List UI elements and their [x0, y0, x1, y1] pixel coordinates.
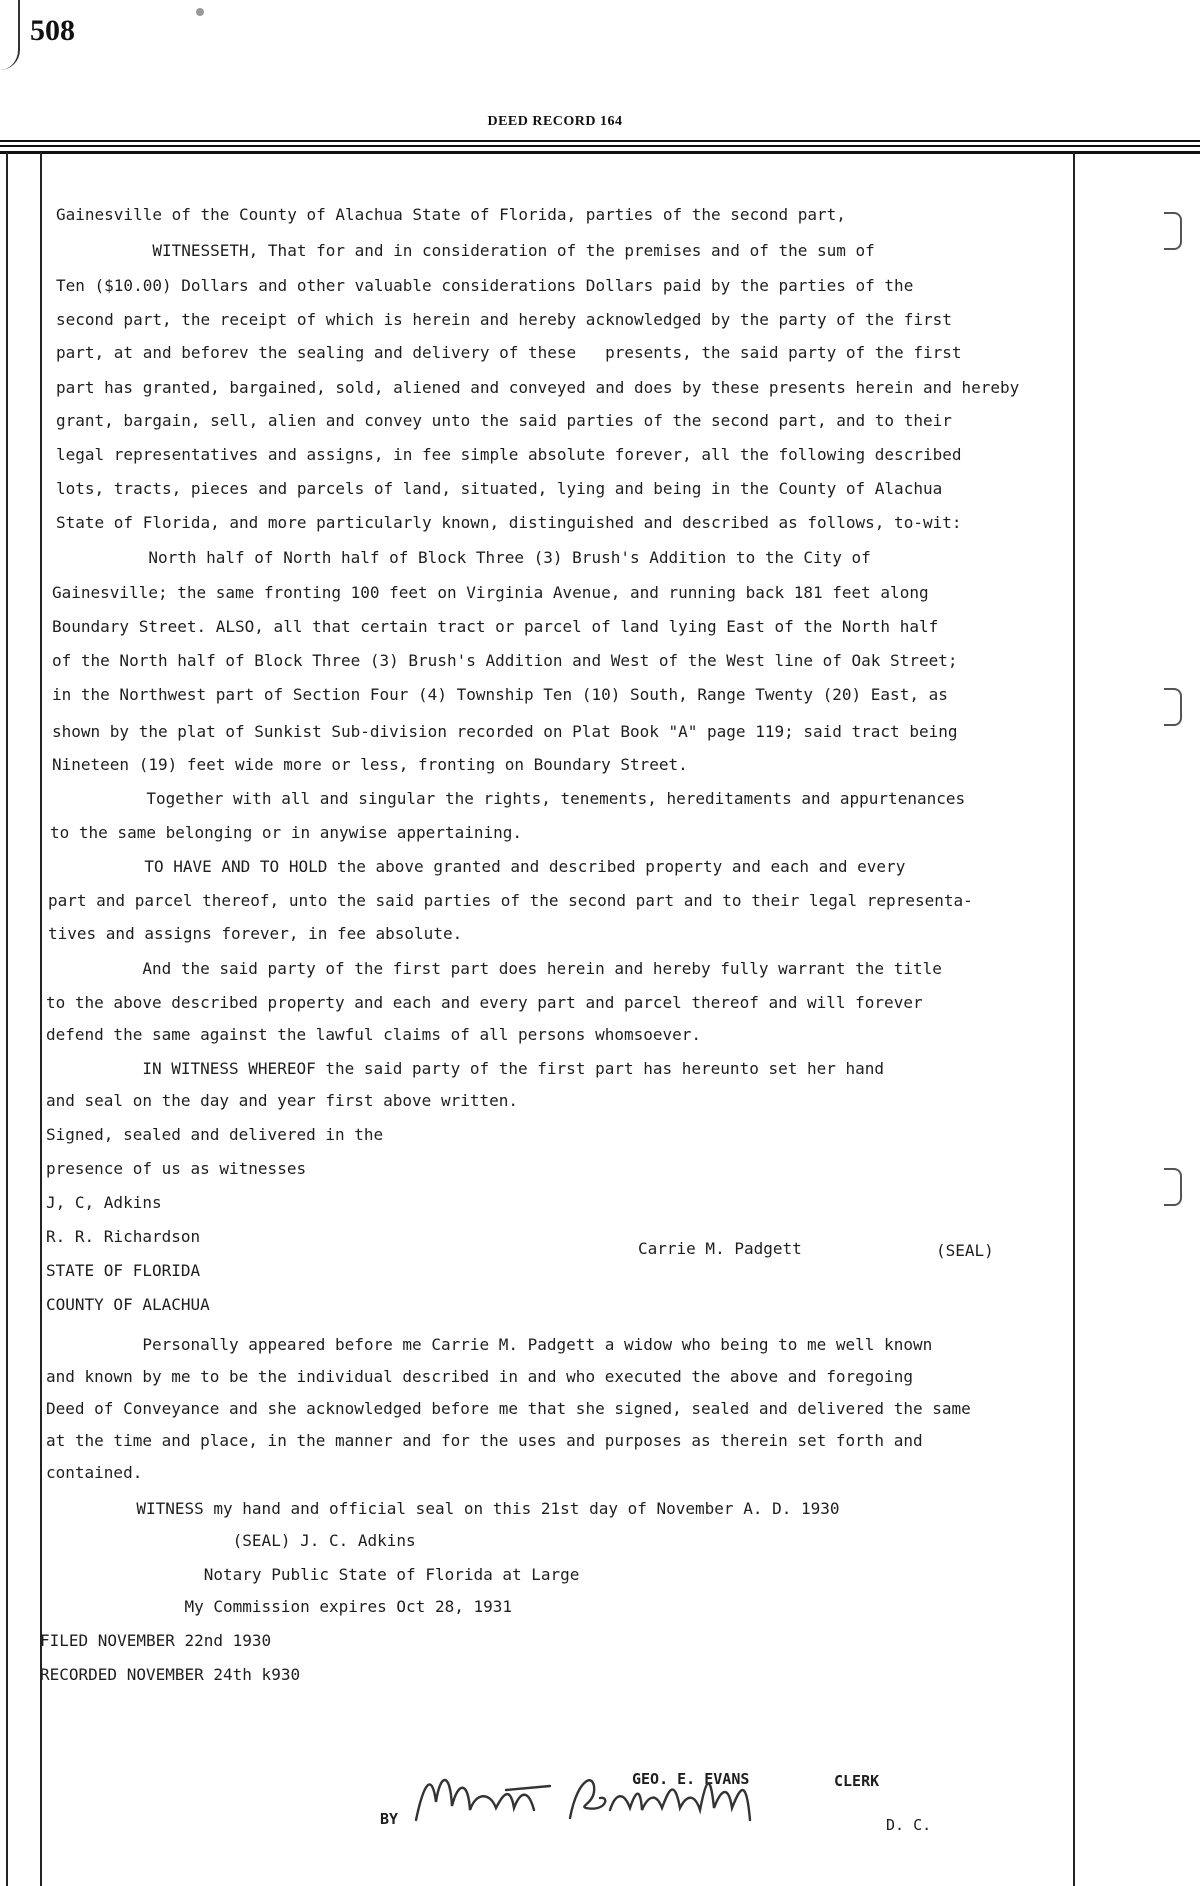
punch-hole-mark	[196, 8, 204, 16]
deed-text-line: grant, bargain, sell, alien and convey unto the said parties of the second part, and to their	[56, 411, 952, 430]
deed-text-line: legal representatives and assigns, in fee simple absolute forever, all the following described	[56, 445, 962, 464]
deed-text-line: (SEAL) J. C. Adkins	[40, 1531, 416, 1550]
deed-text-line: Notary Public State of Florida at Large	[40, 1565, 580, 1584]
clerk-name: GEO. E. EVANS	[632, 1770, 750, 1788]
deed-text-line: part has granted, bargained, sold, aliened and conveyed and does by these presents herein and hereby	[56, 378, 1020, 397]
grantor-seal: (SEAL)	[936, 1241, 994, 1260]
deed-text-line: North half of North half of Block Three (3) Brush's Addition to the City of	[52, 548, 871, 567]
deed-text-line: Ten ($10.00) Dollars and other valuable considerations Dollars paid by the parties of the	[56, 276, 914, 295]
binder-ring-mark	[1164, 212, 1182, 250]
deed-text-line: State of Florida, and more particularly known, distinguished and described as follows, to-wit:	[56, 513, 962, 532]
page-corner-curl	[0, 0, 20, 70]
left-margin-rule	[40, 152, 42, 1886]
deed-text-line: Gainesville; the same fronting 100 feet on Virginia Avenue, and running back 181 feet along	[52, 583, 929, 602]
right-margin-rule	[1073, 152, 1075, 1886]
deed-text-line: STATE OF FLORIDA	[46, 1261, 201, 1280]
deed-text-line: Boundary Street. ALSO, all that certain tract or parcel of land lying East of the North half	[52, 617, 939, 636]
deputy-clerk-title: D. C.	[886, 1816, 932, 1834]
deed-text-line: to the same belonging or in anywise appertaining.	[50, 823, 523, 842]
deed-text-line: at the time and place, in the manner and for the uses and purposes as therein set forth and	[46, 1431, 923, 1450]
deed-text-line: shown by the plat of Sunkist Sub-division recorded on Plat Book "A" page 119; said tract being	[52, 722, 958, 741]
handwritten-signature	[410, 1762, 790, 1832]
deed-text-line: TO HAVE AND TO HOLD the above granted and described property and each and every	[48, 857, 906, 876]
deed-text-line: Together with all and singular the rights, tenements, hereditaments and appurtenances	[50, 789, 966, 808]
deed-text-line: WITNESS my hand and official seal on this 21st day of November A. D. 1930	[40, 1499, 840, 1518]
header-rule-bottom	[0, 151, 1200, 154]
deed-text-line: FILED NOVEMBER 22nd 1930	[40, 1631, 272, 1650]
deed-text-line: R. R. Richardson	[46, 1227, 201, 1246]
binder-ring-mark	[1164, 1168, 1182, 1206]
deed-text-line: My Commission expires Oct 28, 1931	[40, 1597, 513, 1616]
deed-text-line: IN WITNESS WHEREOF the said party of the first part has hereunto set her hand	[46, 1059, 885, 1078]
deed-text-line: second part, the receipt of which is herein and hereby acknowledged by the party of the first	[56, 310, 952, 329]
deed-text-line: in the Northwest part of Section Four (4) Township Ten (10) South, Range Twenty (20) East, as	[52, 685, 948, 704]
deed-text-line: and seal on the day and year first above written.	[46, 1091, 519, 1110]
deed-text-line: WITNESSETH, That for and in consideration of the premises and of the sum of	[56, 241, 875, 260]
deed-text-line: RECORDED NOVEMBER 24th k930	[40, 1665, 301, 1684]
deed-text-line: contained.	[46, 1463, 143, 1482]
header-rule-top	[0, 140, 1200, 142]
deed-text-line: lots, tracts, pieces and parcels of land, situated, lying and being in the County of Alachua	[56, 479, 943, 498]
left-margin-rule-outer	[6, 152, 8, 1886]
deed-text-line: to the above described property and each and every part and parcel thereof and will forever	[46, 993, 923, 1012]
clerk-title: CLERK	[834, 1772, 880, 1790]
deed-text-line: Signed, sealed and delivered in the	[46, 1125, 384, 1144]
deed-text-line: tives and assigns forever, in fee absolute.	[48, 924, 463, 943]
deed-text-line: Personally appeared before me Carrie M. Padgett a widow who being to me well known	[46, 1335, 933, 1354]
deed-text-line: COUNTY OF ALACHUA	[46, 1295, 210, 1314]
grantor-signature-name: Carrie M. Padgett	[638, 1239, 802, 1258]
by-label: BY	[380, 1810, 399, 1828]
deed-text-line: J, C, Adkins	[46, 1193, 162, 1212]
deed-text-line: And the said party of the first part does herein and hereby fully warrant the title	[46, 959, 942, 978]
deed-text-line: Gainesville of the County of Alachua State of Florida, parties of the second part,	[56, 205, 846, 224]
deed-text-line: part and parcel thereof, unto the said parties of the second part and to their legal representa-	[48, 891, 973, 910]
deed-text-line: presence of us as witnesses	[46, 1159, 307, 1178]
header-rule-middle	[0, 145, 1200, 147]
deed-text-line: defend the same against the lawful claims of all persons whomsoever.	[46, 1025, 702, 1044]
deed-text-line: of the North half of Block Three (3) Brush's Addition and West of the West line of Oak Street;	[52, 651, 958, 670]
deed-text-line: part, at and beforev the sealing and delivery of these presents, the said party of the first	[56, 343, 962, 362]
deed-text-line: Deed of Conveyance and she acknowledged before me that she signed, sealed and delivered the same	[46, 1399, 971, 1418]
deed-text-line: Nineteen (19) feet wide more or less, fronting on Boundary Street.	[52, 755, 688, 774]
deed-text-line: and known by me to be the individual described in and who executed the above and foregoing	[46, 1367, 913, 1386]
binder-ring-mark	[1164, 688, 1182, 726]
book-title: DEED RECORD 164	[487, 114, 623, 129]
page-number: 508	[30, 14, 75, 47]
